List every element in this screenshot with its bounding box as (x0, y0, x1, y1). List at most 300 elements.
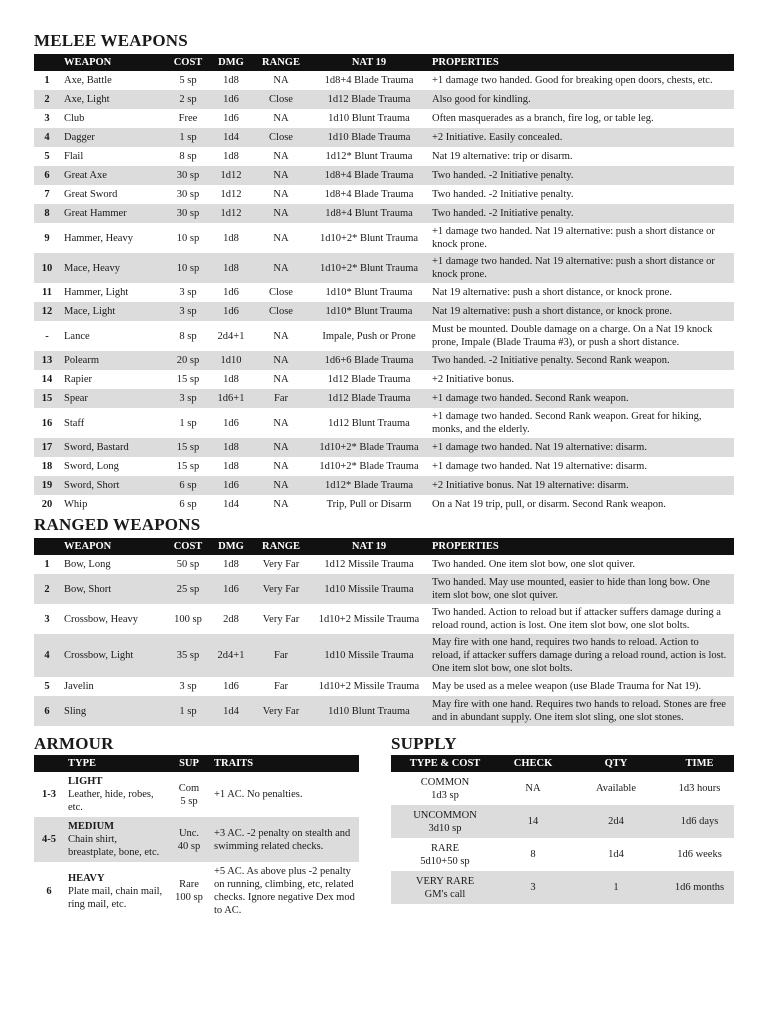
melee-range: NA (252, 253, 310, 283)
melee-weapon-row (34, 476, 734, 495)
armour-sup: Unc. (178, 827, 200, 839)
melee-weapon-row (34, 71, 734, 90)
armour-table (34, 755, 359, 920)
supply-row (391, 805, 734, 838)
melee-weapon-name: Axe, Light (60, 90, 166, 109)
armour-type: HEAVY (68, 872, 105, 884)
melee-damage: 1d8 (223, 75, 239, 86)
supply-qty: 1 (567, 871, 665, 904)
melee-row-number: 12 (34, 302, 60, 321)
armour-type: LIGHT (68, 776, 103, 787)
armour-row (34, 817, 359, 862)
melee-col-weapon: WEAPON (60, 54, 166, 71)
melee-weapon-name: Great Sword (64, 189, 118, 200)
melee-weapon-row (34, 457, 734, 476)
melee-range: NA (273, 499, 289, 510)
melee-damage: 2d4+1 (217, 330, 245, 342)
ranged-damage: 1d6 (223, 681, 239, 692)
melee-range: NA (252, 438, 310, 457)
supply-check: 3 (499, 871, 567, 904)
melee-row-number: 13 (34, 351, 60, 370)
supply-table (391, 755, 734, 904)
melee-cost: 5 sp (179, 75, 197, 86)
supply-check: NA (525, 783, 541, 794)
armour-type-cell (64, 817, 168, 862)
ranged-weapons-table (34, 538, 734, 726)
melee-row-number: 5 (44, 151, 50, 162)
melee-weapon-row (34, 147, 734, 166)
ranged-col-weapon: WEAPON (60, 538, 166, 555)
melee-row-number: 4 (34, 128, 60, 147)
melee-nat19: 1d8+4 Blade Trauma (310, 166, 428, 185)
supply-type-cell (391, 772, 499, 805)
melee-weapon-row (34, 351, 734, 370)
supply-type: UNCOMMON (413, 809, 477, 821)
melee-nat19: 1d12 Blade Trauma (310, 90, 428, 109)
ranged-properties: May fire with one hand. Requires two hands to reload. Stones are free and in abundant supply. One item slot sling, one slot stones. (428, 696, 734, 726)
ranged-damage: 2d4+1 (210, 634, 252, 677)
ranged-properties: May fire with one hand, requires two hands to reload. Action to reload, if attacker suffers damage during a reload round, action is lost. One item slot bow, one slot bolts. (428, 634, 734, 677)
melee-range: NA (273, 151, 289, 162)
melee-weapon-name: Great Axe (60, 166, 166, 185)
melee-weapon-row (34, 90, 734, 109)
melee-damage: 1d8 (210, 438, 252, 457)
supply-check: 14 (499, 805, 567, 838)
ranged-weapon-name: Crossbow, Heavy (64, 613, 138, 625)
melee-damage: 1d4 (223, 499, 239, 510)
melee-cost: 30 sp (166, 166, 210, 185)
melee-range: Close (252, 128, 310, 147)
melee-damage: 1d6 (210, 302, 252, 321)
supply-time: 1d6 weeks (677, 849, 722, 860)
armour-sup-cell (168, 772, 210, 817)
melee-cost: 3 sp (179, 287, 197, 298)
supply-check: 8 (530, 849, 536, 860)
melee-properties: Nat 19 alternative: trip or disarm. (432, 151, 573, 162)
melee-properties: +1 damage two handed. Good for breaking open doors, chests, etc. (432, 75, 713, 86)
melee-properties: Must be mounted. Double damage on a charge. On a Nat 19 knock prone, Impale (Blade Trauma #3), or push a short distance. (432, 324, 713, 348)
melee-weapons-table (34, 54, 734, 514)
ranged-properties: Two handed. May use mounted, easier to hide than long bow. One item slot bow, one slot quiver. (428, 574, 734, 604)
supply-type-cell (391, 838, 499, 871)
melee-damage: 1d6 (223, 287, 239, 298)
melee-cost: 2 sp (166, 90, 210, 109)
melee-range: NA (252, 476, 310, 495)
melee-damage: 1d12 (210, 166, 252, 185)
melee-cost: 1 sp (179, 417, 197, 429)
supply-type: VERY RARE (415, 875, 475, 887)
armour-traits: +1 AC. No penalties. (214, 789, 303, 800)
melee-damage: 1d10 (210, 351, 252, 370)
melee-row-number: 8 (34, 204, 60, 223)
melee-cost: Free (178, 113, 198, 124)
melee-properties: +2 Initiative. Easily concealed. (428, 128, 734, 147)
melee-col-properties: PROPERTIES (428, 54, 734, 71)
melee-weapon-row (34, 321, 734, 351)
melee-damage: 1d4 (210, 128, 252, 147)
armour-description: Chain shirt, breastplate, bone, etc. (68, 834, 160, 858)
ranged-weapon-row (34, 574, 734, 604)
ranged-weapon-name: Sling (60, 696, 166, 726)
melee-cost: 15 sp (166, 438, 210, 457)
armour-traits: +5 AC. As above plus -2 penalty on running, climbing, etc, related checks. Ignore negative Dex mod to AC. (214, 866, 355, 916)
melee-weapon-name: Staff (64, 417, 85, 429)
supply-type: RARE (430, 842, 459, 854)
melee-row-number: 20 (41, 499, 53, 510)
melee-weapon-row (34, 253, 734, 283)
armour-section (34, 733, 359, 920)
armour-col-type: TYPE (64, 755, 168, 772)
ranged-cost: 35 sp (166, 634, 210, 677)
melee-col-dmg: DMG (210, 54, 252, 71)
melee-properties: +1 damage two handed. Nat 19 alternative: push a short distance or knock prone. (428, 253, 734, 283)
supply-cost: 5d10+50 sp (420, 855, 470, 867)
ranged-weapon-row (34, 696, 734, 726)
melee-weapon-name: Sword, Bastard (60, 438, 166, 457)
melee-nat19: 1d10 Blade Trauma (310, 128, 428, 147)
ranged-weapon-name: Bow, Long (64, 559, 111, 570)
armour-sup-cell (168, 862, 210, 920)
melee-row-number: 10 (34, 253, 60, 283)
melee-nat19: 1d10 Blunt Trauma (328, 113, 410, 124)
ranged-range: Far (274, 681, 288, 692)
supply-section (391, 733, 734, 904)
melee-nat19: 1d8+4 Blunt Trauma (310, 204, 428, 223)
melee-nat19: Trip, Pull or Disarm (326, 499, 412, 510)
armour-roll: 6 (46, 885, 52, 897)
supply-type-cell (391, 805, 499, 838)
melee-damage: 1d8 (223, 461, 239, 472)
melee-damage: 1d8 (223, 151, 239, 162)
melee-weapon-row (34, 109, 734, 128)
armour-type-cell (64, 862, 168, 920)
melee-cost: 30 sp (166, 204, 210, 223)
melee-properties: Nat 19 alternative: push a short distance, or knock prone. (432, 287, 672, 298)
bottom-section (34, 733, 734, 973)
melee-range: Far (252, 389, 310, 408)
melee-properties: Often masquerades as a branch, fire log, or table leg. (432, 113, 654, 124)
supply-qty: Available (595, 783, 637, 794)
supply-time: 1d6 months (665, 871, 734, 904)
melee-weapon-row (34, 370, 734, 389)
supply-cost: 1d3 sp (431, 789, 459, 801)
melee-weapon-name: Whip (64, 499, 88, 510)
armour-type: MEDIUM (68, 821, 115, 832)
melee-row-number: 2 (34, 90, 60, 109)
melee-damage: 1d8 (223, 374, 239, 385)
ranged-range: Very Far (262, 613, 300, 625)
melee-weapon-row (34, 166, 734, 185)
armour-sup: Com (178, 782, 200, 794)
melee-cost: 1 sp (166, 128, 210, 147)
melee-weapon-name: Hammer, Light (64, 287, 129, 298)
melee-weapon-name: Sword, Long (64, 461, 119, 472)
melee-properties: Two handed. -2 Initiative penalty. (432, 189, 574, 200)
ranged-nat19: 1d10 Missile Trauma (310, 574, 428, 604)
melee-weapon-row (34, 438, 734, 457)
melee-range: NA (273, 232, 289, 244)
melee-weapon-row (34, 389, 734, 408)
melee-nat19: 1d10+2* Blade Trauma (319, 461, 419, 472)
ranged-damage: 2d8 (223, 613, 239, 625)
melee-col-nat19: NAT 19 (310, 54, 428, 71)
ranged-damage: 1d6 (210, 574, 252, 604)
ranged-weapon-row (34, 555, 734, 574)
melee-title: MELEE WEAPONS (34, 31, 188, 50)
melee-cost: 3 sp (166, 389, 210, 408)
melee-row-number: 18 (41, 461, 53, 472)
melee-weapon-row (34, 283, 734, 302)
melee-damage: 1d6 (223, 113, 239, 124)
melee-row-number: 14 (41, 374, 53, 385)
melee-weapon-row (34, 128, 734, 147)
melee-weapon-name: Rapier (64, 374, 92, 385)
melee-cost: 3 sp (166, 302, 210, 321)
melee-nat19: 1d10+2* Blunt Trauma (310, 253, 428, 283)
melee-range: NA (273, 113, 289, 124)
armour-sup-cell (168, 817, 210, 862)
melee-weapon-name: Dagger (60, 128, 166, 147)
supply-col-time: TIME (665, 755, 734, 772)
armour-type-cell (64, 772, 168, 817)
melee-row-number: 1 (44, 75, 50, 86)
melee-cost: 10 sp (176, 232, 200, 244)
armour-title: ARMOUR (34, 734, 114, 753)
melee-damage: 1d6 (210, 476, 252, 495)
melee-cost: 6 sp (179, 499, 197, 510)
melee-weapon-name: Hammer, Heavy (64, 232, 133, 244)
ranged-weapon-name: Crossbow, Light (60, 634, 166, 677)
melee-damage: 1d12 (210, 204, 252, 223)
ranged-col-properties: PROPERTIES (428, 538, 734, 555)
supply-type-cell (391, 871, 499, 904)
armour-roll: 4-5 (34, 817, 64, 862)
melee-weapon-row (34, 223, 734, 253)
armour-header-row (34, 755, 359, 772)
melee-properties: +1 damage two handed. Nat 19 alternative: disarm. (428, 438, 734, 457)
supply-row (391, 838, 734, 871)
melee-nat19: 1d12 Blade Trauma (310, 389, 428, 408)
ranged-weapon-row (34, 634, 734, 677)
melee-weapon-name: Flail (64, 151, 84, 162)
melee-range: NA (273, 189, 289, 200)
melee-range: NA (273, 374, 289, 385)
ranged-nat19: 1d10+2 Missile Trauma (318, 681, 420, 692)
melee-nat19: 1d8+4 Blade Trauma (324, 189, 414, 200)
melee-range: NA (252, 351, 310, 370)
armour-cost: 40 sp (177, 840, 201, 852)
melee-weapon-row (34, 408, 734, 438)
supply-qty: 2d4 (567, 805, 665, 838)
ranged-range: Far (252, 634, 310, 677)
armour-col-sup: SUP (168, 755, 210, 772)
ranged-cost: 1 sp (166, 696, 210, 726)
supply-header-row (391, 755, 734, 772)
melee-row-number: 3 (44, 113, 50, 124)
ranged-cost: 50 sp (176, 559, 200, 570)
ranged-col-number (34, 538, 60, 555)
melee-properties: Nat 19 alternative: push a short distance, or knock prone. (428, 302, 734, 321)
armour-col-number (34, 755, 64, 772)
melee-row-number: - (45, 330, 49, 342)
melee-properties: +1 damage two handed. Nat 19 alternative: disarm. (432, 461, 647, 472)
armour-roll: 1-3 (42, 789, 56, 800)
melee-weapon-name: Club (64, 113, 85, 124)
melee-nat19: 1d10+2* Blunt Trauma (319, 232, 419, 244)
melee-range: NA (273, 330, 289, 342)
melee-cost: 8 sp (179, 330, 197, 342)
melee-properties: Also good for kindling. (428, 90, 734, 109)
melee-properties: +1 damage two handed. Nat 19 alternative: push a short distance or knock prone. (432, 226, 715, 250)
ranged-title: RANGED WEAPONS (34, 515, 201, 534)
ranged-row-number: 2 (34, 574, 60, 604)
melee-weapon-name: Spear (60, 389, 166, 408)
melee-row-number: 11 (42, 287, 52, 298)
melee-range: NA (252, 204, 310, 223)
ranged-damage: 1d8 (223, 559, 239, 570)
melee-row-number: 16 (41, 417, 53, 429)
melee-weapon-name: Mace, Light (60, 302, 166, 321)
melee-range: Close (269, 287, 293, 298)
melee-cost: 15 sp (176, 461, 200, 472)
ranged-weapon-name: Bow, Short (60, 574, 166, 604)
ranged-range: Very Far (252, 574, 310, 604)
melee-damage: 1d8 (223, 232, 239, 244)
armour-traits: +3 AC. -2 penalty on stealth and swimming related checks. (210, 817, 359, 862)
armour-row (34, 862, 359, 920)
melee-cost: 8 sp (179, 151, 197, 162)
melee-range: NA (273, 417, 289, 429)
melee-properties: On a Nat 19 trip, pull, or disarm. Second Rank weapon. (432, 499, 666, 510)
armour-col-traits: TRAITS (210, 755, 359, 772)
ranged-range: Very Far (262, 559, 300, 570)
supply-time: 1d6 days (665, 805, 734, 838)
melee-cost: 6 sp (166, 476, 210, 495)
melee-weapon-name: Sword, Short (60, 476, 166, 495)
melee-nat19: 1d12 Blunt Trauma (328, 417, 410, 429)
melee-row-number: 9 (44, 232, 50, 244)
melee-weapon-row (34, 185, 734, 204)
melee-weapon-name: Polearm (60, 351, 166, 370)
ranged-col-dmg: DMG (210, 538, 252, 555)
melee-cost: 15 sp (176, 374, 200, 385)
melee-weapon-name: Great Hammer (60, 204, 166, 223)
melee-row-number: 7 (44, 189, 50, 200)
ranged-properties: Two handed. Action to reload but if attacker suffers damage during a reload round, action is lost. One item slot bow, one slot bolts. (432, 607, 721, 631)
armour-description: Leather, hide, robes, etc. (68, 789, 154, 813)
melee-nat19: Impale, Push or Prone (322, 330, 416, 342)
armour-description: Plate mail, chain mail, ring mail, etc. (68, 885, 163, 910)
melee-range: Close (252, 90, 310, 109)
supply-col-check: CHECK (499, 755, 567, 772)
melee-range: Close (252, 302, 310, 321)
ranged-nat19: 1d10+2 Missile Trauma (318, 613, 420, 625)
document-page (34, 30, 734, 973)
ranged-row-number: 6 (34, 696, 60, 726)
ranged-weapon-row (34, 604, 734, 634)
melee-row-number: 15 (34, 389, 60, 408)
supply-cost: 3d10 sp (428, 822, 462, 834)
melee-nat19: 1d12 Blade Trauma (327, 374, 411, 385)
melee-damage: 1d6 (210, 90, 252, 109)
melee-properties: Two handed. -2 Initiative penalty. Second Rank weapon. (428, 351, 734, 370)
supply-qty: 1d4 (608, 849, 624, 860)
ranged-cost: 3 sp (179, 681, 197, 692)
melee-weapon-name: Lance (64, 330, 90, 342)
supply-col-type-cost: TYPE & COST (391, 755, 499, 772)
ranged-nat19: 1d12 Missile Trauma (324, 559, 414, 570)
melee-weapon-name: Axe, Battle (64, 75, 112, 86)
supply-type: COMMON (420, 776, 470, 788)
melee-properties: Two handed. -2 Initiative penalty. (428, 166, 734, 185)
armour-cost: 5 sp (180, 795, 198, 807)
melee-nat19: 1d12* Blunt Trauma (325, 151, 413, 162)
ranged-damage: 1d4 (210, 696, 252, 726)
ranged-range: Very Far (252, 696, 310, 726)
ranged-col-cost: COST (166, 538, 210, 555)
melee-row-number: 19 (34, 476, 60, 495)
melee-col-number (34, 54, 60, 71)
supply-row (391, 772, 734, 805)
melee-properties: Two handed. -2 Initiative penalty. (428, 204, 734, 223)
ranged-row-number: 3 (44, 613, 50, 625)
melee-nat19: 1d12* Blade Trauma (310, 476, 428, 495)
ranged-cost: 100 sp (174, 613, 202, 625)
supply-time: 1d3 hours (678, 783, 721, 794)
ranged-header-row (34, 538, 734, 555)
melee-row-number: 6 (34, 166, 60, 185)
supply-title: SUPPLY (391, 734, 457, 753)
ranged-properties: Two handed. One item slot bow, one slot quiver. (432, 559, 636, 570)
melee-damage: 1d8 (210, 253, 252, 283)
melee-nat19: 1d10* Blunt Trauma (310, 302, 428, 321)
melee-properties: +2 Initiative bonus. (432, 374, 515, 385)
melee-row-number: 17 (34, 438, 60, 457)
melee-nat19: 1d10* Blunt Trauma (325, 287, 413, 298)
ranged-row-number: 1 (44, 559, 50, 570)
armour-cost: 100 sp (175, 892, 203, 903)
ranged-col-nat19: NAT 19 (310, 538, 428, 555)
melee-nat19: 1d6+6 Blade Trauma (310, 351, 428, 370)
melee-cost: 30 sp (176, 189, 200, 200)
melee-col-range: RANGE (252, 54, 310, 71)
ranged-row-number: 4 (34, 634, 60, 677)
melee-weapon-row (34, 302, 734, 321)
supply-row (391, 871, 734, 904)
melee-weapon-row (34, 204, 734, 223)
melee-range: NA (273, 75, 289, 86)
melee-damage: 1d12 (220, 189, 242, 200)
melee-header-row (34, 54, 734, 71)
melee-cost: 20 sp (166, 351, 210, 370)
melee-weapon-row (34, 495, 734, 514)
ranged-row-number: 5 (44, 681, 50, 692)
ranged-nat19: 1d10 Missile Trauma (310, 634, 428, 677)
supply-cost: GM's call (424, 888, 466, 900)
melee-col-cost: COST (166, 54, 210, 71)
melee-weapon-name: Mace, Heavy (60, 253, 166, 283)
melee-damage: 1d6+1 (210, 389, 252, 408)
supply-col-qty: QTY (567, 755, 665, 772)
melee-nat19: 1d8+4 Blade Trauma (324, 75, 414, 86)
ranged-cost: 25 sp (166, 574, 210, 604)
ranged-nat19: 1d10 Blunt Trauma (310, 696, 428, 726)
melee-range: NA (273, 461, 289, 472)
ranged-properties: May be used as a melee weapon (use Blade Trauma for Nat 19). (432, 681, 702, 692)
melee-properties: +2 Initiative bonus. Nat 19 alternative: disarm. (428, 476, 734, 495)
melee-properties: +1 damage two handed. Second Rank weapon. Great for hiking, monks, and the elderly. (432, 411, 702, 435)
ranged-weapon-name: Javelin (64, 681, 94, 692)
